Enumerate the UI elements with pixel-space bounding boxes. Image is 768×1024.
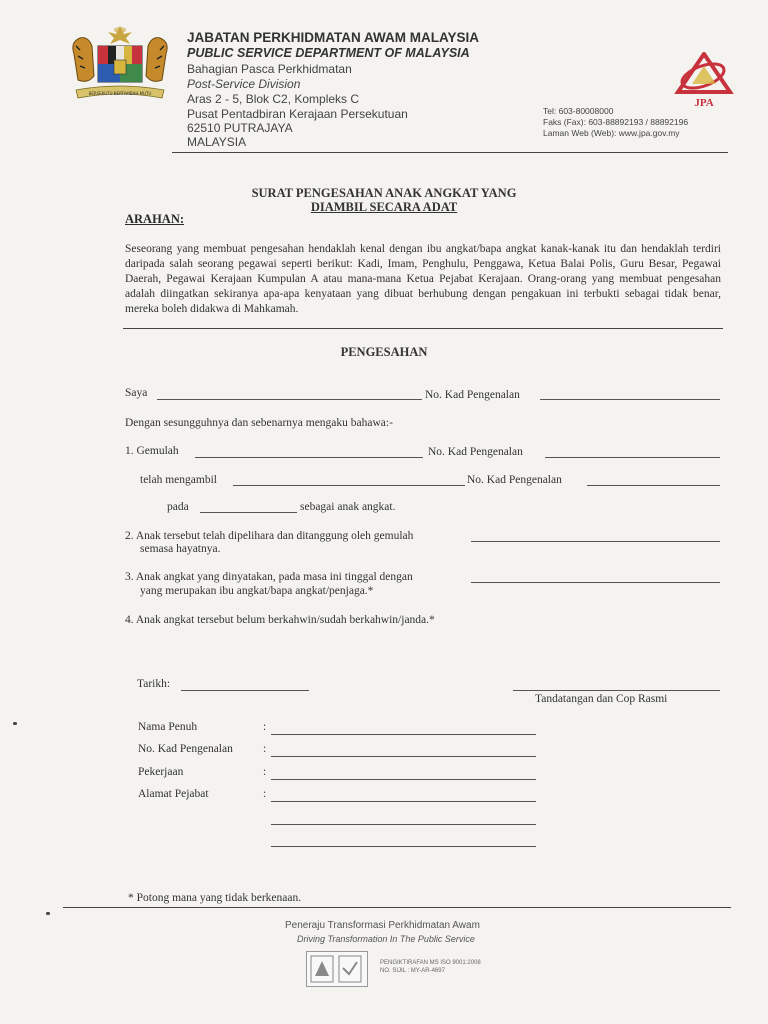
intro-text: Dengan sesungguhnya dan sebenarnya mengaku bahawa:- (125, 417, 393, 429)
item1-taken-label: telah mengambil (140, 474, 217, 486)
saya-label: Saya (125, 387, 148, 399)
alamat-field-line[interactable] (271, 824, 536, 825)
web-text: Laman Web (Web): www.jpa.gov.my (543, 128, 680, 138)
scan-speck (13, 722, 17, 725)
pekerjaan-field-line[interactable] (271, 779, 536, 780)
field-colon: : (263, 766, 267, 778)
field-colon: : (263, 721, 267, 733)
alamat-field-line[interactable] (271, 801, 536, 802)
division-malay: Bahagian Pasca Perkhidmatan (187, 62, 352, 76)
address-line: Aras 2 - 5, Blok C2, Kompleks C (187, 92, 360, 106)
item3-field-line[interactable] (471, 582, 720, 583)
dept-name-malay: JABATAN PERKHIDMATAN AWAM MALAYSIA (187, 30, 479, 45)
child-ic-field-line[interactable] (587, 485, 720, 486)
item2-text-cont: semasa hayatnya. (140, 543, 221, 555)
gemulah-field-line[interactable] (195, 457, 423, 458)
field-label-alamat: Alamat Pejabat (138, 788, 209, 800)
item4-text: 4. Anak angkat tersebut belum berkahwin/sudah berkahwin/janda.* (125, 614, 435, 626)
form-title-line2: DIAMBIL SECARA ADAT (310, 200, 458, 214)
field-label-ic: No. Kad Pengenalan (138, 743, 233, 755)
jpa-logo-text: JPA (694, 97, 714, 109)
tarikh-label: Tarikh: (137, 678, 171, 690)
nama-field-line[interactable] (271, 734, 536, 735)
arahan-heading: ARAHAN: (125, 212, 185, 226)
division-english: Post-Service Division (187, 77, 301, 91)
alamat-field-line[interactable] (271, 846, 536, 847)
tel-text: Tel: 603-80008000 (543, 106, 614, 116)
pengesahan-heading: PENGESAHAN (340, 345, 428, 359)
form-title-line1: SURAT PENGESAHAN ANAK ANGKAT YANG (251, 186, 517, 200)
footer-slogan-malay: Peneraju Transformasi Perkhidmatan Awam (285, 920, 480, 931)
coat-of-arms-logo (66, 24, 174, 102)
dept-name-english: PUBLIC SERVICE DEPARTMENT OF MALAYSIA (187, 46, 470, 60)
arahan-paragraph: Seseorang yang membuat pengesahan hendaklah kenal dengan ibu angkat/bapa angkat kanak-kanak itu dan hendaklah terdiri daripada salah seorang pegawai seperti berikut: Kadi, Imam, Penghulu, Penggawa, Ketua Balai Polis, Guru Besar, Pegawai Daerah, Pegawai Kerajaan Kumpulan A atau mana-mana Ketua Pejabat Kerajaan. Orang-orang yang membuat pengesahan adalah diingatkan sekiranya apa-apa kenyataan yang dibuat berhubung dengan pengakuan ini terbukti sebagai tidak benar, mereka boleh didakwa di Mahkamah. (125, 243, 721, 315)
ic-officer-field-line[interactable] (271, 756, 536, 757)
address-line: 62510 PUTRAJAYA (187, 121, 293, 135)
footer-slogan-english: Driving Transformation In The Public Service (297, 934, 475, 944)
address-line: Pusat Pentadbiran Kerajaan Persekutuan (187, 107, 408, 121)
footer-divider (63, 907, 731, 908)
signature-label: Tandatangan dan Cop Rasmi (535, 693, 668, 705)
ic-label: No. Kad Pengenalan (428, 446, 523, 458)
item2-field-line[interactable] (471, 541, 720, 542)
scan-speck (46, 912, 50, 915)
tarikh-field-line[interactable] (181, 690, 309, 691)
gemulah-ic-field-line[interactable] (545, 457, 720, 458)
pada-label: pada (167, 501, 189, 513)
item3-text-cont: yang merupakan ibu angkat/bapa angkat/penjaga.* (140, 585, 374, 597)
field-colon: : (263, 788, 267, 800)
field-label-pekerjaan: Pekerjaan (138, 766, 184, 778)
ic-label: No. Kad Pengenalan (425, 389, 520, 401)
ic-field-line[interactable] (540, 399, 720, 400)
jpa-logo (672, 52, 736, 110)
child-name-field-line[interactable] (233, 485, 465, 486)
crest-motto: BERSEKUTU BERTAMBAH MUTU (88, 91, 152, 96)
fax-text: Faks (Fax): 603-88892193 / 88892196 (543, 117, 689, 127)
ic-label: No. Kad Pengenalan (467, 474, 562, 486)
signature-field-line[interactable] (513, 690, 720, 691)
date-field-line[interactable] (200, 512, 297, 513)
field-colon: : (263, 743, 267, 755)
item2-text: 2. Anak tersebut telah dipelihara dan ditanggung oleh gemulah (125, 530, 414, 542)
item3-text: 3. Anak angkat yang dinyatakan, pada masa ini tinggal dengan (125, 571, 413, 583)
item1-label: 1. Gemulah (125, 445, 179, 457)
field-label-nama: Nama Penuh (138, 721, 198, 733)
name-field-line[interactable] (157, 399, 422, 400)
header-divider (172, 152, 728, 153)
item1-end-text: sebagai anak angkat. (300, 501, 396, 513)
iso-text-line1: PENGIKTIRAFAN MS ISO 9001:2008 (380, 960, 481, 966)
section-divider (123, 328, 723, 329)
footnote: * Potong mana yang tidak berkenaan. (128, 892, 302, 904)
iso-certification-logo (306, 951, 368, 987)
iso-text-line2: NO. SIJIL : MY-AR-4697 (380, 968, 445, 974)
address-line: MALAYSIA (187, 135, 247, 149)
